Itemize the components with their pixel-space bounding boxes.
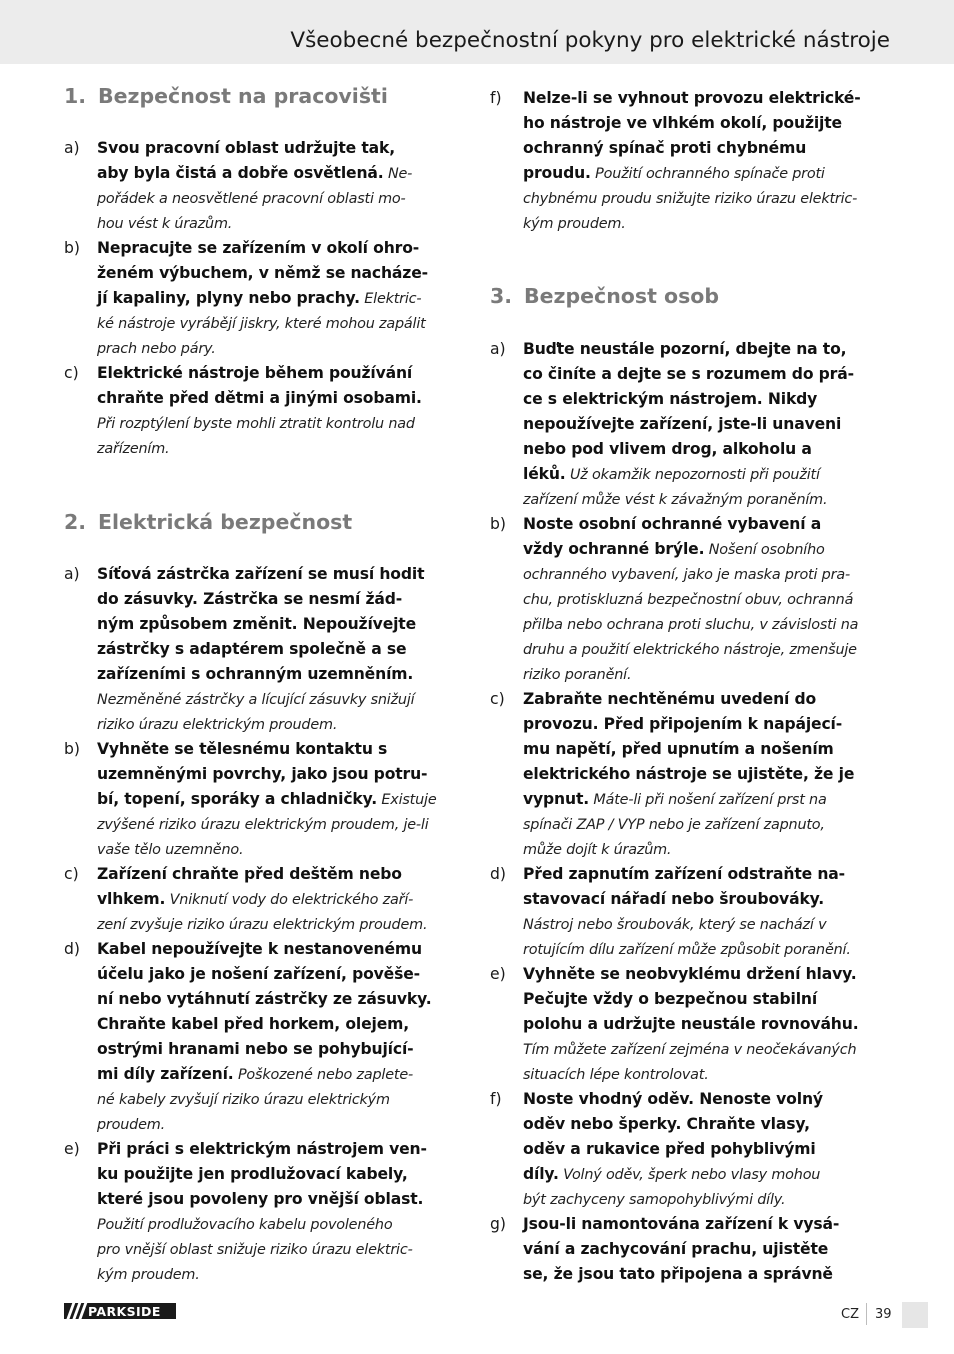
item-text [97,1137,442,1287]
text-line [97,1087,442,1112]
explanation-text: situacích lépe kontrolovat. [523,1067,709,1083]
instruction-text: vypnut. [523,790,590,808]
explanation-text: zařízením. [97,441,170,457]
text-line [97,1237,442,1262]
logo-text: PARKSIDE [88,1303,161,1319]
item-letter: f) [490,1090,502,1108]
item-letter: b) [490,515,506,533]
explanation-text: chybnému proudu snižujte riziko úrazu elektric- [523,191,858,207]
explanation-text: Ne- [383,166,413,182]
text-line [523,837,868,862]
text-line [97,862,442,887]
explanation-text: Poškozené nebo zaplete- [233,1067,413,1083]
text-line [97,637,442,662]
text-line [523,912,868,937]
instruction-text: bí, topení, sporáky a chladničky. [97,790,377,808]
instruction-text: ženém výbuchem, v němž se nacháze- [97,264,428,282]
instruction-text: Před zapnutím zařízení odstraňte na- [523,865,845,883]
explanation-text: Už okamžik nepozornosti při použití [565,467,820,483]
section-title-text: Bezpečnost na pracovišti [98,84,388,108]
explanation-text: vaše tělo uzemněno. [97,842,244,858]
instruction-text: stavovací nářadí nebo šroubováky. [523,890,825,908]
item-text [97,937,442,1137]
instruction-text: oděv nebo šperky. Chraňte vlasy, [523,1115,810,1133]
text-line [523,662,868,687]
item-text [97,737,442,862]
text-line [97,361,442,386]
text-line [523,987,868,1012]
instruction-text: vání a zachycování prachu, ujistěte [523,1240,829,1258]
explanation-text: spínači ZAP / VYP nebo je zařízení zapnuto, [523,817,825,833]
text-line [523,1112,868,1137]
explanation-text: zvýšené riziko úrazu elektrickým proudem, je-li [97,817,429,833]
text-line [97,762,442,787]
text-line [97,1212,442,1237]
instruction-text: polohu a udržujte neustále rovnováhu. [523,1015,859,1033]
explanation-text: pořádek a neosvětlené pracovní oblasti mo- [97,191,406,207]
text-line [523,862,868,887]
instruction-text: do zásuvky. Zástrčka se nesmí žád- [97,590,403,608]
text-line [523,687,868,712]
item-text [523,337,868,512]
text-line [523,637,868,662]
explanation-text: druhu a použití elektrického nástroje, zmenšuje [523,642,857,658]
section-heading-personal-safety [490,284,719,308]
instruction-text: léků. [523,465,566,483]
instruction-text: Vyhněte se tělesnému kontaktu s [97,740,388,758]
page-header-title: Všeobecné bezpečnostní pokyny pro elektrické nástroje [290,28,890,53]
instruction-text: nepoužívejte zařízení, jste-li unaveni [523,415,842,433]
instruction-text: oděv a rukavice před pohyblivými [523,1140,816,1158]
text-line [523,787,868,812]
text-line [97,812,442,837]
explanation-text: chu, protiskluzná bezpečnostní obuv, ochranná [523,592,854,608]
explanation-text: riziko úrazu elektrickým proudem. [97,717,338,733]
text-line [523,362,868,387]
instruction-text: Vyhněte se neobvyklému držení hlavy. [523,965,857,983]
item-text [97,562,442,737]
text-line [523,562,868,587]
explanation-text: hou vést k úrazům. [97,216,233,232]
explanation-text: Volný oděv, šperk nebo vlasy mohou [558,1167,821,1183]
instruction-text: ochranný spínač proti chybnému [523,139,807,157]
instruction-text: nebo pod vlivem drog, alkoholu a [523,440,812,458]
instruction-text: Chraňte kabel před horkem, olejem, [97,1015,410,1033]
text-line [523,1012,868,1037]
text-line [97,211,442,236]
section-number: 1. [64,84,87,108]
item-letter: e) [64,1140,80,1158]
text-line [523,412,868,437]
text-line [523,1212,868,1237]
item-letter: c) [64,364,79,382]
item-text [97,136,442,236]
instruction-text: Elektrické nástroje během používání [97,364,413,382]
text-line [523,712,868,737]
explanation-text: Nošení osobního [704,542,825,558]
text-line [97,311,442,336]
item-letter: d) [64,940,80,958]
text-line [523,762,868,787]
instruction-text: zástrčky s adaptérem společně a se [97,640,407,658]
item-letter: c) [64,865,79,883]
item-letter: d) [490,865,506,883]
explanation-text: prach nebo páry. [97,341,216,357]
text-line [97,712,442,737]
instruction-text: Svou pracovní oblast udržujte tak, [97,139,396,157]
text-line [97,612,442,637]
text-line [97,912,442,937]
section-number: 3. [490,284,513,308]
text-line [97,411,442,436]
text-line [523,462,868,487]
explanation-text: Použití ochranného spínače proti [590,166,825,182]
item-text [523,962,868,1087]
text-line [523,1062,868,1087]
text-line [523,1187,868,1212]
explanation-text: přilba nebo ochrana proti sluchu, v závislosti na [523,617,859,633]
explanation-text: riziko poranění. [523,667,632,683]
explanation-text: kým proudem. [523,216,626,232]
text-line [523,1237,868,1262]
explanation-text: ochranného vybavení, jako je maska proti pra- [523,567,850,583]
instruction-text: Noste vhodný oděv. Nenoste volný [523,1090,823,1108]
text-line [97,562,442,587]
text-line [97,887,442,912]
text-line [97,186,442,211]
text-line [523,1162,868,1187]
footer-page-number: 39 [875,1307,892,1322]
logo-stripes-icon [64,1303,88,1319]
text-line [523,612,868,637]
instruction-text: Noste osobní ochranné vybavení a [523,515,822,533]
text-line [97,236,442,261]
text-line [97,436,442,461]
text-line [97,386,442,411]
instruction-text: díly. [523,1165,559,1183]
text-line [97,1262,442,1287]
item-text [97,236,442,361]
instruction-text: ostrými hranami nebo se pohybující- [97,1040,414,1058]
explanation-text: Při rozptýlení byste mohli ztratit kontrolu nad [97,416,415,432]
instruction-text: ce s elektrickým nástrojem. Nikdy [523,390,818,408]
explanation-text: rotujícím dílu zařízení může způsobit poranění. [523,942,851,958]
instruction-text: Zařízení chraňte před deštěm nebo [97,865,402,883]
instruction-text: účelu jako je nošení zařízení, pověše- [97,965,420,983]
explanation-text: zařízení může vést k závažným poraněním. [523,492,828,508]
text-line [523,537,868,562]
text-line [97,662,442,687]
instruction-text: aby byla čistá a dobře osvětlená. [97,164,384,182]
text-line [97,987,442,1012]
explanation-text: Máte-li při nošení zařízení prst na [589,792,827,808]
text-line [523,962,868,987]
text-line [523,1087,868,1112]
text-line [523,136,868,161]
text-line [523,487,868,512]
instruction-text: ho nástroje ve vlhkém okolí, použijte [523,114,842,132]
text-line [523,1137,868,1162]
explanation-text: může dojít k úrazům. [523,842,672,858]
instruction-text: Při práci s elektrickým nástrojem ven- [97,1140,427,1158]
item-letter: b) [64,239,80,257]
instruction-text: zařízeními s ochranným uzemněním. [97,665,414,683]
text-line [523,587,868,612]
text-line [97,687,442,712]
item-letter: e) [490,965,506,983]
item-letter: a) [490,340,506,358]
text-line [523,937,868,962]
section-heading-electrical-safety [64,510,352,534]
text-line [97,1112,442,1137]
instruction-text: Síťová zástrčka zařízení se musí hodit [97,565,425,583]
text-line [97,787,442,812]
instruction-text: jí kapaliny, plyny nebo prachy. [97,289,360,307]
item-letter: g) [490,1215,506,1233]
item-text [523,862,868,962]
instruction-text: se, že jsou tato připojena a správně [523,1265,833,1283]
text-line [523,186,868,211]
explanation-text: né kabely zvyšují riziko úrazu elektrickým [97,1092,390,1108]
text-line [97,1062,442,1087]
text-line [97,136,442,161]
section-number: 2. [64,510,87,534]
footer-divider [866,1303,867,1325]
explanation-text: být zachyceny samopohyblivými díly. [523,1192,786,1208]
text-line [97,1012,442,1037]
text-line [523,161,868,186]
explanation-text: kým proudem. [97,1267,200,1283]
instruction-text: Pečujte vždy o bezpečnou stabilní [523,990,818,1008]
item-text [97,361,442,461]
instruction-text: Jsou-li namontována zařízení k vysá- [523,1215,840,1233]
text-line [523,337,868,362]
instruction-text: Buďte neustále pozorní, dbejte na to, [523,340,847,358]
explanation-text: ké nástroje vyrábějí jiskry, které mohou zapálit [97,316,426,332]
text-line [97,962,442,987]
text-line [523,86,868,111]
instruction-text: mu napětí, před upnutím a nošením [523,740,834,758]
text-line [523,211,868,236]
text-line [523,887,868,912]
text-line [523,387,868,412]
text-line [97,737,442,762]
item-letter: f) [490,89,502,107]
explanation-text: zení zvyšuje riziko úrazu elektrickým proudem. [97,917,428,933]
instruction-text: chraňte před dětmi a jinými osobami. [97,389,422,407]
section-heading-workplace-safety [64,84,388,108]
explanation-text: Existuje [377,792,437,808]
explanation-text: Použití prodlužovacího kabelu povoleného [97,1217,393,1233]
instruction-text: Nelze-li se vyhnout provozu elektrické- [523,89,861,107]
instruction-text: které jsou povoleny pro vnější oblast. [97,1190,424,1208]
parkside-logo [64,1303,176,1319]
item-text [523,512,868,687]
item-letter: c) [490,690,505,708]
instruction-text: ní nebo vytáhnutí zástrčky ze zásuvky. [97,990,432,1008]
text-line [523,1037,868,1062]
footer-language: CZ [841,1307,859,1322]
instruction-text: Nepracujte se zařízením v okolí ohro- [97,239,420,257]
explanation-text: proudem. [97,1117,165,1133]
item-text [523,86,868,236]
text-line [97,1037,442,1062]
instruction-text: uzemněnými povrchy, jako jsou potru- [97,765,428,783]
text-line [97,1187,442,1212]
instruction-text: ku použijte jen prodlužovací kabely, [97,1165,408,1183]
instruction-text: elektrického nástroje se ujistěte, že je [523,765,855,783]
section-title-text: Elektrická bezpečnost [98,510,353,534]
explanation-text: Nezměněné zástrčky a lícující zásuvky snižují [97,692,415,708]
instruction-text: mi díly zařízení. [97,1065,234,1083]
text-line [97,1162,442,1187]
text-line [523,111,868,136]
item-text [97,862,442,937]
text-line [97,1137,442,1162]
item-text [523,1212,868,1287]
text-line [523,737,868,762]
instruction-text: Kabel nepoužívejte k nestanovenému [97,940,422,958]
text-line [523,812,868,837]
explanation-text: pro vnější oblast snižuje riziko úrazu elektric- [97,1242,413,1258]
footer-tab-marker [902,1302,928,1328]
text-line [97,261,442,286]
text-line [523,512,868,537]
item-letter: b) [64,740,80,758]
item-letter: a) [64,565,80,583]
instruction-text: co činíte a dejte se s rozumem do prá- [523,365,854,383]
item-letter: a) [64,139,80,157]
text-line [97,161,442,186]
instruction-text: vždy ochranné brýle. [523,540,705,558]
section-title-text: Bezpečnost osob [524,284,720,308]
text-line [97,336,442,361]
explanation-text: Vniknutí vody do elektrického zaří- [165,892,414,908]
explanation-text: Tím můžete zařízení zejména v neočekávaných [523,1042,857,1058]
explanation-text: Elektric- [359,291,422,307]
item-text [523,687,868,862]
instruction-text: Zabraňte nechtěnému uvedení do [523,690,817,708]
explanation-text: Nástroj nebo šroubovák, který se nachází v [523,917,827,933]
instruction-text: provozu. Před připojením k napájecí- [523,715,843,733]
text-line [97,587,442,612]
text-line [97,937,442,962]
instruction-text: ným způsobem změnit. Nepoužívejte [97,615,417,633]
instruction-text: vlhkem. [97,890,166,908]
text-line [523,437,868,462]
text-line [97,286,442,311]
text-line [97,837,442,862]
text-line [523,1262,868,1287]
instruction-text: proudu. [523,164,591,182]
item-text [523,1087,868,1212]
